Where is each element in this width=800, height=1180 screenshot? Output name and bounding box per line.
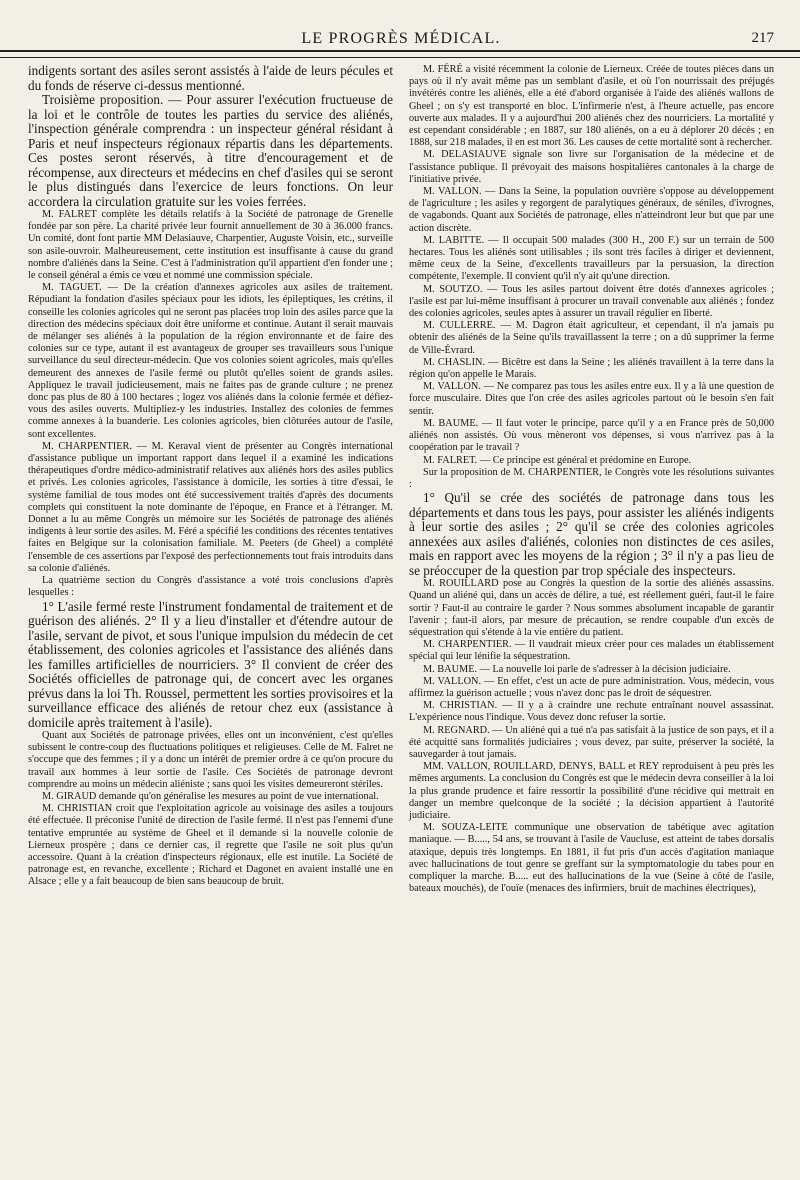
paragraph: 1° L'asile fermé reste l'instrument fondamental de traitement et de guérison des aliénés. 2° Il y a lieu d'installer et d'étendre autour de l'asile, servant de pivot, et sous l'unique impulsion du médecin de cet établissement, des colonies agricoles et l'assistance des aliénés dans les familles artificielles de nourriciers. 3° Il convient de créer des Sociétés officielles de patronage qui, de concert avec les organes prévus dans la loi Th. Roussel, permettent les sorties provisoires et la surveillance efficace des aliénés de retour chez eux (assistance à domicile après traitement à l'asile). [28, 598, 393, 730]
left-column [28, 64, 393, 895]
paragraph: M. LABITTE. — Il occupait 500 malades (300 H., 200 F.) sur un terrain de 500 hectares. Tous les aliénés sont utilisables ; ils sont très faciles à diriger et deviennent, même ceux de la Seine, d'excellents travailleurs par la persuasion, la direction compétente, l'exemple. Il convient qu'il n'y ait qu'une direction. [409, 234, 774, 283]
journal-title: LE PROGRÈS MÉDICAL. [301, 30, 501, 47]
paragraph: M. BAUME. — Il faut voter le principe, parce qu'il y a en France près de 50,000 aliénés non assistés. Où vous mèneront vos dépenses, si vous n'arrivez pas à la coopération par le travail ? [409, 417, 774, 454]
paragraph: indigents sortant des asiles seront assistés à l'aide de leurs pécules et du fonds de réserve ci-dessus mentionné. [28, 63, 393, 93]
running-header [28, 0, 774, 48]
paragraph: M. SOUZA-LEITE communique une observation de tabétique avec agitation maniaque. — B....., 54 ans, se trouvant à l'asile de Vaucluse, est atteint de tabes dorsalis ataxique, depuis très longtemps. En 1881, il fut pris d'un accès d'agitation maniaque avec hallucinations de tout genre se greffant sur la symptomatologie du tabes pour en compliquer la marche. B..... eut des hallucinations de la vue (Seine à côté de l'asile, bateaux mouchés), de l'ouïe (menaces des infirmiers, bruit de machines électriques), [409, 822, 774, 895]
paragraph: M. ROUILLARD pose au Congrès la question de la sortie des aliénés assassins. Quand un aliéné qui, dans un accès de délire, a tué, est réellement guéri, faut-il le faire sortir ? Faut-il au contraire le garder ? Nous sommes absolument incapable de garantir l'avenir ; faut-il alors, par mesure de précaution, se rendre coupable d'un excès de séquestration qui s'étende à la vie entière du patient. [409, 578, 774, 638]
paragraph: M. VALLON. — Ne comparez pas tous les asiles entre eux. Il y a là une question de force musculaire. Dites que l'on crée des asiles agricoles partout où le besoin s'en fait sentir. [409, 381, 774, 417]
paragraph: M. DELASIAUVE signale son livre sur l'organisation de la médecine et de l'assistance publique. Il prévoyait des maisons hospitalières cantonales à la charge de l'initiative privée. [409, 149, 774, 185]
paragraph: M. FALRET complète les détails relatifs à la Société de patronage de Grenelle fondée par son père. La charité privée leur fournit annuellement de 30 à 36.000 francs. Un comité, dont font partie MM Delasiauve, Charpentier, Auguste Voisin, etc., surveille son asile-ouvroir. Malheureusement, cette institution est insuffisante à cause du grand nombre d'aliénés dans la Seine. C'est à l'administration qu'il appartient d'en fonder une ; le conseil général a émis ce vœu et nommé une commission spéciale. [28, 209, 393, 282]
paragraph: M. VALLON. — En effet, c'est un acte de pure administration. Vous, médecin, vous affirmez la guérison actuelle ; vous n'avez donc pas le droit de séquestrer. [409, 675, 774, 699]
paragraph: M. VALLON. — Dans la Seine, la population ouvrière s'oppose au développement de l'agriculture ; les asiles y regorgent de paralytiques généraux, de séniles, d'ivrognes, de vagabonds. Quant aux Sociétés de patronage, elles n'atteindront leur but que par une action discrète. [409, 186, 774, 234]
paragraph: M. CHARPENTIER. — M. Keraval vient de présenter au Congrès international d'assistance publique un important rapport dans lequel il a examiné les indications thérapeutiques d'ordre médico-administratif relatives aux aliénés hors des asiles publics et privés. Les colonies agricoles, l'assistance à domicile, les sorties à titre d'essai, le système familial de tous modes ont été successivement traités d'après des documents complets qui constituent la note dominante de l'époque, en France et à l'étranger. M. Donnet a lu au même Congrès un mémoire sur les Sociétés de patronage des aliénés indigents à leur sortie des asiles. M. Féré a spécifié les conditions des récentes tentatives faites en Belgique sur la colonisation familiale. M. Peeters (de Gheel) a complété l'ensemble de ces assertions par l'exposé des perfectionnements tout frais introduits dans sa colonie d'aliénés. [28, 440, 393, 574]
paragraph: 1° Qu'il se crée des sociétés de patronage dans tous les départements et dans tous les pays, pour assister les aliénés indigents à leur sortie des asiles ; 2° qu'il se crée des colonies agricoles annexées aux asiles d'aliénés, colonies non distinctes de ces asiles, mais en rapport avec les moyens de la région ; 3° il n'y a pas lieu de se préoccuper de la question par trop spéciale des inspecteurs. [409, 490, 774, 578]
paragraph: M. TAGUET. — De la création d'annexes agricoles aux asiles de traitement. Répudiant la fondation d'asiles spéciaux pour les idiots, les épileptiques, les crétins, il conseille les colonies agricoles qui ne seront pas placées trop loin des asiles parce que la direction des médecins spéciaux doit être uniforme et continue. Autant il serait mauvais de mélanger ses aliénés à la population de la région environnante et de faire des colonies sur ce type, autant il est avantageux de grouper ses travailleurs sous l'unique surveillance du seul directeur-médecin. Que vos colonies soient agricoles, mais qu'elles demeurent des annexes de l'asile fermé ou plutôt qu'elles soient de grands asiles. Appliquez le travail judicieusement, mais ne faites pas de grande culture ; ne prenez donc pas plus de 80 à 100 hectares ; logez vos aliénés dans la colonie fermée et défiez-vous des asiles ouverts. Multipliez-y les industries. Installez des colonies de femmes comme annexes à la buanderie. Les colonies agricoles, bien clôturées autour de l'asile, sont excellentes. [28, 282, 393, 440]
paragraph: Quant aux Sociétés de patronage privées, elles ont un inconvénient, c'est qu'elles subissent le contre-coup des fluctuations politiques et religieuses. Celle de M. Falret ne s'occupe que des femmes ; il y a donc un intérêt de premier ordre à ce qu'on procure du travail aux hommes à leur sortie de l'asile. Ces Sociétés de patronage devront comprendre au moins un médecin aliéniste ; sans quoi les visites demeureront stériles. [28, 730, 393, 790]
page-number: 217 [751, 30, 774, 46]
paragraph: M. CHRISTIAN. — Il y a à craindre une rechute entraînant nouvel assassinat. L'expérience nous l'indique. Vous devez donc refuser la sortie. [409, 700, 774, 724]
paragraph: M. BAUME. — La nouvelle loi parle de s'adresser à la décision judiciaire. [423, 663, 731, 675]
paragraph: M. CHRISTIAN croit que l'exploitation agricole au voisinage des asiles a toujours été effectuée. Il préconise l'unité de direction de l'asile fermé. Il n'est pas l'ennemi d'une tentative empruntée au système de Gheel et il demande si la nouvelle colonie de Lierneux prospère ; dans ce dernier cas, il regrette que l'asile ne soit plus qu'un accessoire. Quant à la création d'inspecteurs régionaux, elle est inutile. La Société de patronage est, en revanche, excellente ; Richard et Dagonet en avaient installé une en Alsace ; elle y a fait beaucoup de bien sans beaucoup de bruit. [28, 803, 393, 888]
paragraph: M. CHARPENTIER. — Il vaudrait mieux créer pour ces malades un établissement spécial qui leur lénifie la séquestration. [409, 639, 774, 663]
paragraph: M. CULLERRE. — M. Dagron était agriculteur, et cependant, il n'a jamais pu obtenir des aliénés de la Seine qu'ils travaillassent la terre ; on a dû supprimer la ferme de Ville-Évrard. [409, 320, 774, 356]
paragraph: M. GIRAUD demande qu'on généralise les mesures au point de vue international. [42, 791, 379, 803]
paragraph: MM. VALLON, ROUILLARD, DENYS, BALL et REY reproduisent à peu près les mêmes arguments. La conclusion du Congrès est que le médecin devra conseiller à la loi la plus grande prudence et faire ressortir la possibilité d'une récidive qui mettrait en danger un membre quelconque de la société ; la décision appartient à l'autorité judiciaire. [409, 761, 774, 821]
paragraph: Sur la proposition de M. CHARPENTIER, le Congrès vote les résolutions suivantes : [409, 466, 774, 490]
paragraph: M. CHASLIN. — Bicêtre est dans la Seine ; les aliénés travaillent à la terre dans la région qu'on appelle le Marais. [409, 356, 774, 381]
paragraph: La quatrième section du Congrès d'assistance a voté trois conclusions d'après lesquelles : [28, 575, 393, 599]
header-rule [0, 50, 800, 58]
paragraph: M. FALRET. — Ce principe est général et prédomine en Europe. [423, 454, 692, 466]
two-column-body [28, 64, 774, 895]
paragraph: M. REGNARD. — Un aliéné qui a tué n'a pas satisfait à la justice de son pays, et il a été acquitté sans formalités judiciaires ; vous devez, par suite, préserver la société, la sauvegarder à tout jamais. [409, 724, 774, 760]
paragraph: Troisième proposition. — Pour assurer l'exécution fructueuse de la loi et le contrôle de toutes les parties du service des aliénés, l'inspection générale comprendra : un inspecteur général résidant à Paris et neuf inspecteurs régionaux répartis dans les départements. Ces postes seront réservés, à titre d'encouragement et de récompense, aux directeurs et médecins en chef d'asiles qui se seront le plus distingués dans l'exercice de leurs fonctions. On leur accordera la circulation gratuite sur les voies ferrées. [28, 92, 393, 209]
paragraph: M. FÉRÉ a visité récemment la colonie de Lierneux. Créée de toutes pièces dans un pays où il n'y avait même pas un semblant d'asile, et où l'on nourrissait des préjugés invétérés contre les aliénés, elle a été d'abord organisée à l'aide des aliénés wallons de Gheel ; on s'y est transporté en bloc. L'infirmerie n'est, à l'heure actuelle, pas encore ouverte aux malades. Il y a aujourd'hui 200 aliénés chez des nourriciers. La mortalité y est cependant considérable ; en 1887, sur 180 aliénés, on a eu à déplorer 20 décès ; en 1888, sur 218 malades, il en est mort 36. Les causes de cette mortalité sont à rechercher. [409, 64, 774, 149]
paragraph: M. SOUTZO. — Tous les asiles partout doivent être dotés d'annexes agricoles ; l'asile est par lui-même insuffisant à procurer un travail convenable aux aliénés ; fondez des colonies agricoles, seules aptes à assurer un travail régulier en liberté. [409, 283, 774, 320]
right-column [409, 64, 774, 895]
